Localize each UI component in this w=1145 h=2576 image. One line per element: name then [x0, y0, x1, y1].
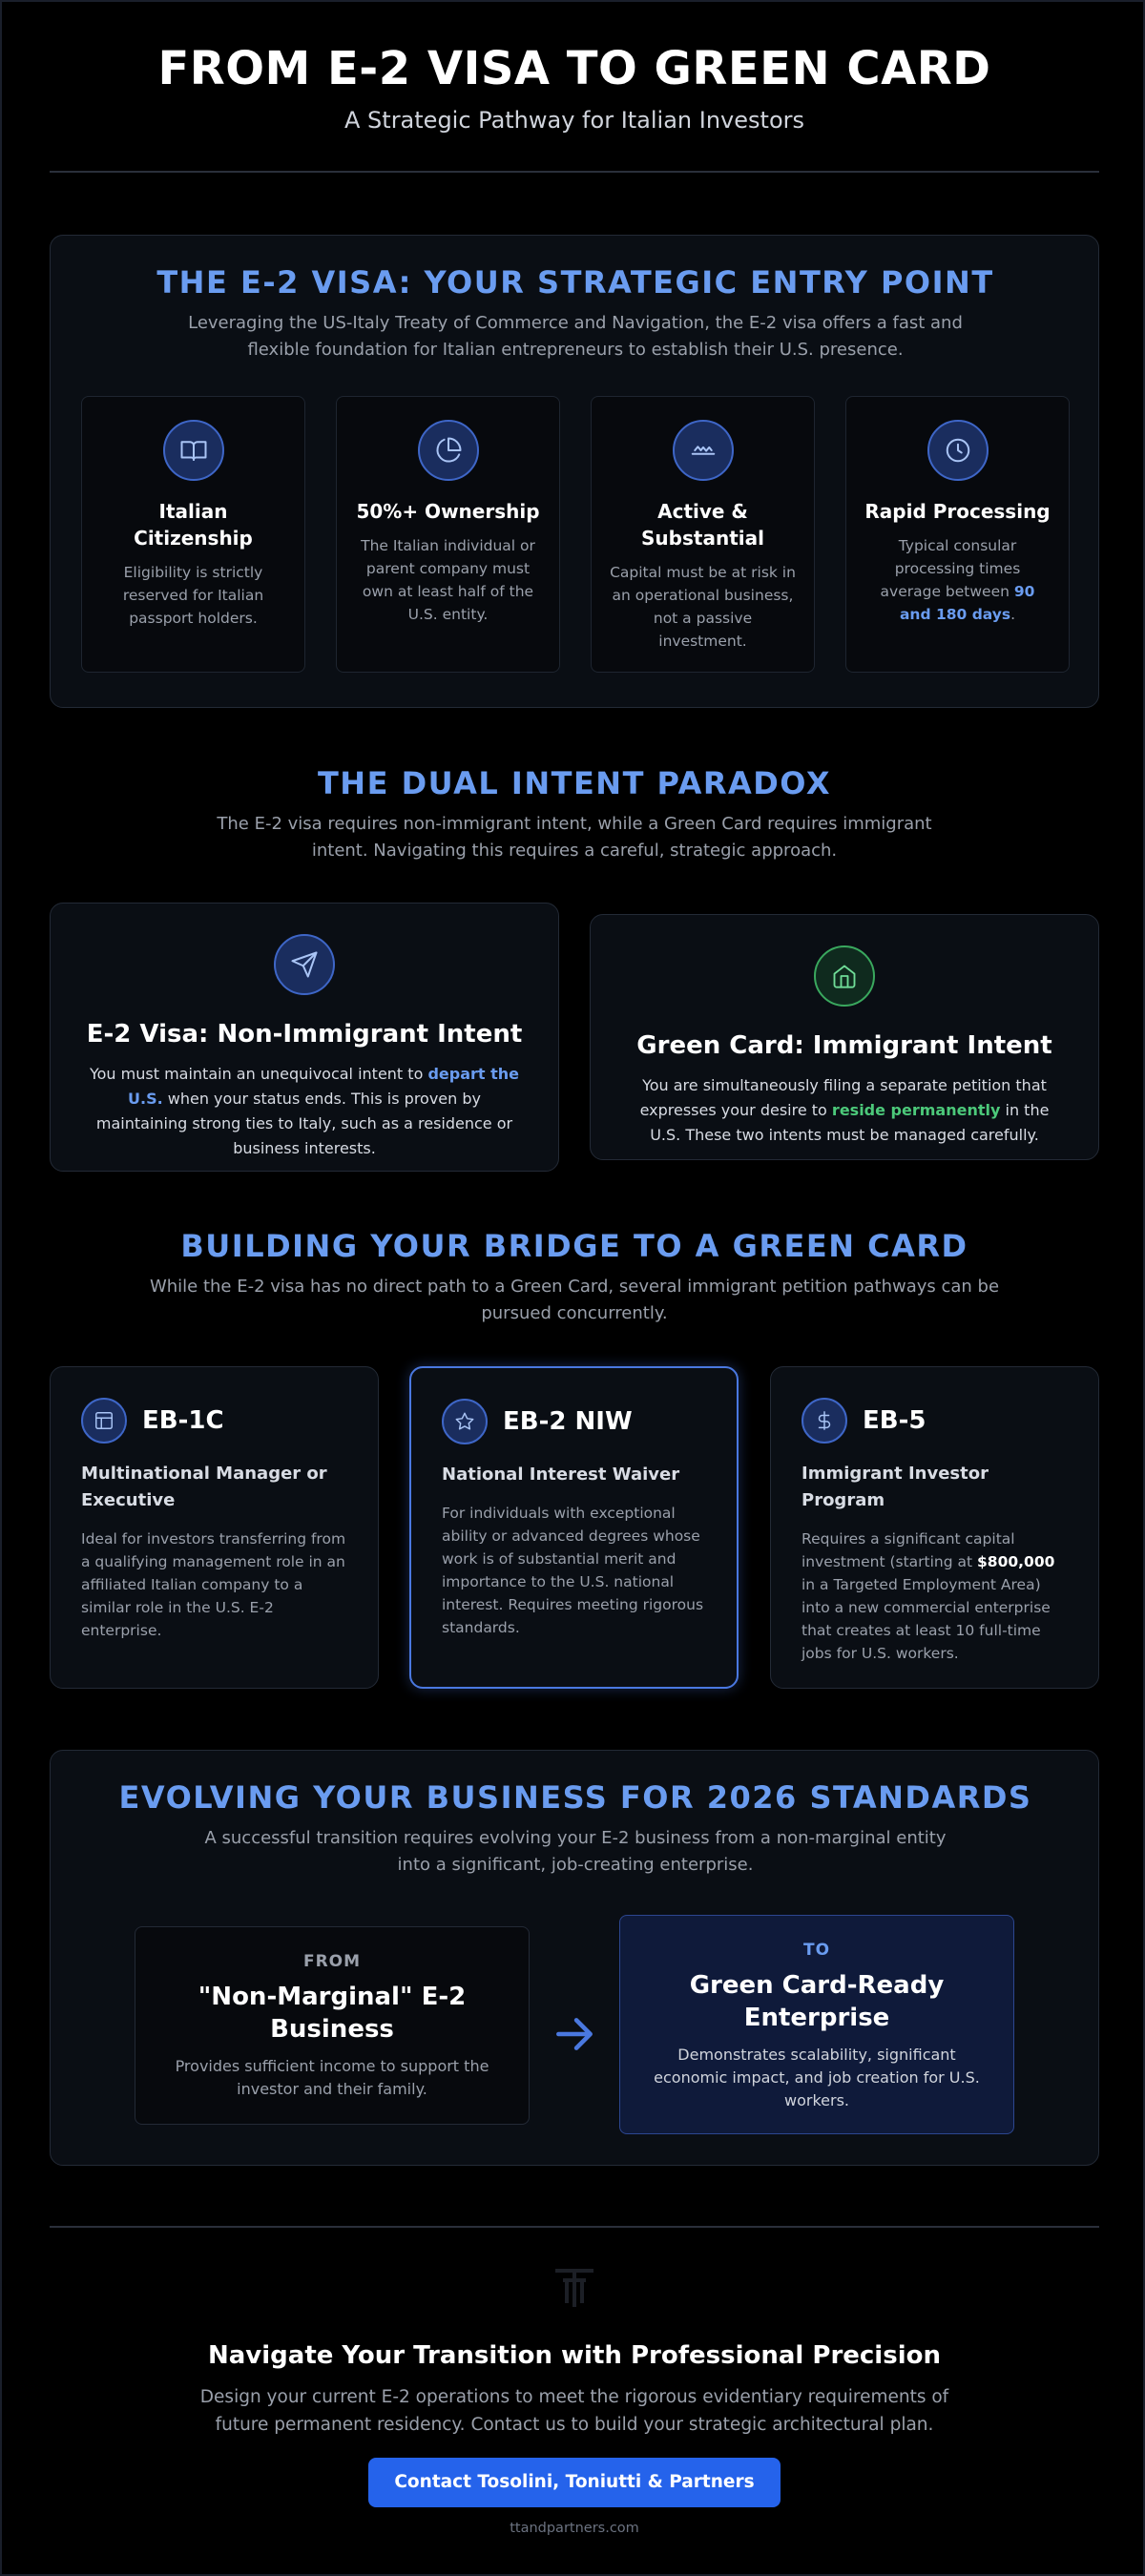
bridge-header	[50, 1228, 1099, 1327]
requirement-card-active	[591, 396, 815, 673]
footer-title: Navigate Your Transition with Professional Precision	[208, 2341, 941, 2370]
home-icon	[814, 945, 875, 1007]
footer	[50, 2254, 1099, 2536]
arrow-right-icon	[551, 2010, 598, 2062]
intent-card-text: You must maintain an unequivocal intent to depart the U.S. when your status ends. This is proven by maintaining strong ties to Italy, such as a residence or business interests.	[89, 1065, 519, 1157]
dollar-icon	[802, 1398, 847, 1444]
pathway-text: For individuals with exceptional ability or advanced degrees whose work is of substantial merit and importance to the U.S. national interest. Requires meeting rigorous standards.	[442, 1505, 704, 1636]
send-icon	[274, 934, 335, 995]
from-text: Provides sufficient income to support the investor and their family.	[175, 2057, 489, 2098]
requirement-text: The Italian individual or parent company must own at least half of the U.S. entity.	[361, 537, 535, 623]
investment-amount: $800,000	[977, 1553, 1055, 1570]
from-label: FROM	[302, 1952, 362, 1971]
requirement-card-processing	[845, 396, 1070, 673]
evolve-from-box	[135, 1926, 530, 2125]
page-subtitle: A Strategic Pathway for Italian Investors	[344, 107, 804, 134]
intent-card-text: You are simultaneously filing a separate petition that expresses your desire to reside permanently in the U.S. These two intents must be managed carefully.	[639, 1076, 1050, 1144]
pathway-card-eb1c	[50, 1366, 379, 1689]
header-divider	[50, 171, 1099, 173]
bridge-description: While the E-2 visa has no direct path to a Green Card, several immigrant petition pathways can be pursued concurrently.	[149, 1277, 1000, 1323]
non-immigrant-intent-card	[50, 903, 559, 1172]
e2-section-title: THE E-2 VISA: YOUR STRATEGIC ENTRY POINT	[156, 264, 994, 301]
dual-intent-title: THE DUAL INTENT PARADOX	[317, 765, 832, 801]
dual-intent-description: The E-2 visa requires non-immigrant intent, while a Green Card requires immigrant intent. Navigating this requires a careful, strategic approach.	[217, 814, 932, 861]
requirement-card-citizenship	[81, 396, 305, 673]
clock-icon	[927, 420, 989, 481]
requirement-text: Typical consular processing times average between 90 and 180 days.	[880, 537, 1035, 623]
pathway-text: Requires a significant capital investment (starting at $800,000 in a Targeted Employment Area) into a new commercial enterprise that creates at least 10 full-time jobs for U.S. workers.	[802, 1530, 1055, 1662]
pathway-title: EB-5	[863, 1406, 926, 1435]
processing-highlight: 90 and 180 days	[899, 583, 1035, 623]
firm-monogram-icon	[550, 2263, 599, 2316]
dual-intent-header	[50, 765, 1099, 864]
activity-icon	[673, 420, 734, 481]
to-label: TO	[802, 1941, 831, 1960]
layout-icon	[81, 1398, 127, 1444]
intent-highlight: reside permanently	[831, 1101, 1001, 1119]
pathway-subtitle: Multinational Manager or Executive	[81, 1464, 327, 1510]
intent-highlight: depart the U.S.	[128, 1065, 519, 1108]
e2-requirements-grid	[81, 396, 1070, 673]
pathway-card-eb5	[770, 1366, 1099, 1689]
footer-divider	[50, 2226, 1099, 2228]
requirement-title: Rapid Processing	[864, 500, 1051, 523]
evolve-to-box	[619, 1915, 1014, 2134]
evolve-title: EVOLVING YOUR BUSINESS FOR 2026 STANDARDS	[118, 1779, 1032, 1816]
evolve-section	[50, 1750, 1099, 2166]
to-text: Demonstrates scalability, significant economic impact, and job creation for U.S. workers.	[654, 2046, 980, 2109]
book-icon	[163, 420, 224, 481]
star-icon	[442, 1399, 488, 1444]
immigrant-intent-card	[590, 914, 1099, 1160]
pathway-title: EB-1C	[142, 1406, 224, 1435]
to-title: Green Card-Ready Enterprise	[689, 1971, 945, 2032]
pathway-subtitle: National Interest Waiver	[442, 1465, 680, 1485]
pathway-card-eb2-niw	[409, 1366, 739, 1689]
intent-card-title: Green Card: Immigrant Intent	[636, 1031, 1052, 1060]
evolve-description: A successful transition requires evolving your E-2 business from a non-marginal entity into a significant, job-creating enterprise.	[204, 1828, 947, 1875]
e2-section	[50, 235, 1099, 708]
requirement-text: Eligibility is strictly reserved for Italian passport holders.	[122, 564, 264, 627]
pie-chart-icon	[418, 420, 479, 481]
pathway-text: Ideal for investors transferring from a qualifying management role in an affiliated Italian company to a similar role in the U.S. E-2 enterprise.	[81, 1530, 346, 1639]
requirement-title: 50%+ Ownership	[356, 500, 540, 523]
requirement-text: Capital must be at risk in an operational business, not a passive investment.	[610, 564, 796, 650]
e2-section-description: Leveraging the US-Italy Treaty of Commerce and Navigation, the E-2 visa offers a fast and flexible foundation for Italian entrepreneurs to establish their U.S. presence.	[188, 313, 963, 360]
page-title: FROM E-2 VISA TO GREEN CARD	[157, 42, 991, 95]
bridge-title: BUILDING YOUR BRIDGE TO A GREEN CARD	[180, 1228, 968, 1264]
page-header	[50, 40, 1099, 134]
requirement-card-ownership	[336, 396, 560, 673]
contact-button[interactable]: Contact Tosolini, Toniutti & Partners	[368, 2458, 781, 2507]
intent-card-title: E-2 Visa: Non-Immigrant Intent	[86, 1020, 523, 1049]
requirement-title: Active & Substantial	[641, 500, 764, 550]
pathway-subtitle: Immigrant Investor Program	[802, 1464, 989, 1510]
footer-description: Design your current E-2 operations to meet the rigorous evidentiary requirements of future permanent residency. Contact us to build your strategic architectural plan.	[199, 2387, 949, 2435]
website-link[interactable]: ttandpartners.com	[510, 2521, 639, 2536]
requirement-title: Italian Citizenship	[134, 500, 253, 550]
pathway-title: EB-2 NIW	[503, 1407, 633, 1436]
from-title: "Non-Marginal" E-2 Business	[198, 1983, 467, 2044]
